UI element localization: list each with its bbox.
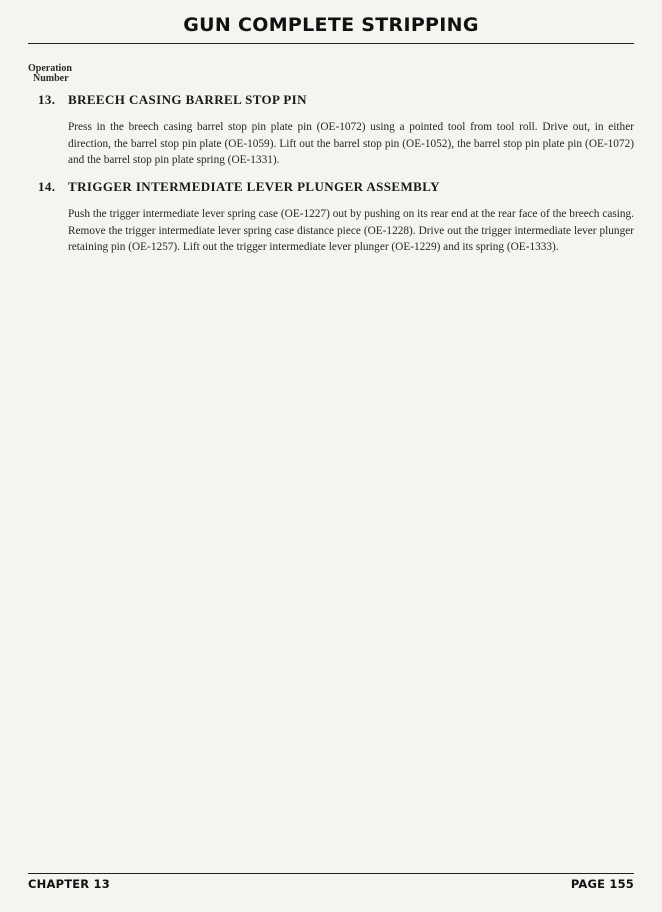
section-13 <box>38 92 634 169</box>
section-number: 13. <box>38 92 56 107</box>
operation-number-label <box>28 64 88 84</box>
section-title: TRIGGER INTERMEDIATE LEVER PLUNGER ASSEMBLY <box>68 179 440 194</box>
section-heading <box>38 179 634 195</box>
footer-rule <box>28 873 634 874</box>
operation-label-line1: Operation <box>28 63 72 74</box>
operation-label-line2: Number <box>33 73 69 84</box>
page-title: GUN COMPLETE STRIPPING <box>183 14 479 36</box>
chapter-label: CHAPTER 13 <box>28 877 110 891</box>
section-body: Push the trigger intermediate lever spring case (OE-1227) out by pushing on its rear end at the rear face of the breech casing. Remove the trigger intermediate lever spring case distance piece (OE-1228). Drive out the trigger intermediate lever plunger retaining pin (OE-1257). Lift out the trigger intermediate lever plunger (OE-1229) and its spring (OE-1333). <box>68 208 634 253</box>
section-14 <box>38 179 634 256</box>
header-rule <box>28 43 634 44</box>
section-body: Press in the breech casing barrel stop pin plate pin (OE-1072) using a pointed tool from tool roll. Drive out, in either direction, the barrel stop pin plate (OE-1059). Lift out the barrel stop pin (OE-1052), the barrel stop pin plate pin (OE-1072) and the barrel stop pin plate spring (OE-1331). <box>68 121 634 166</box>
section-title: BREECH CASING BARREL STOP PIN <box>68 92 307 107</box>
section-number: 14. <box>38 179 56 194</box>
section-heading <box>38 92 634 108</box>
page-number: PAGE 155 <box>570 877 634 891</box>
